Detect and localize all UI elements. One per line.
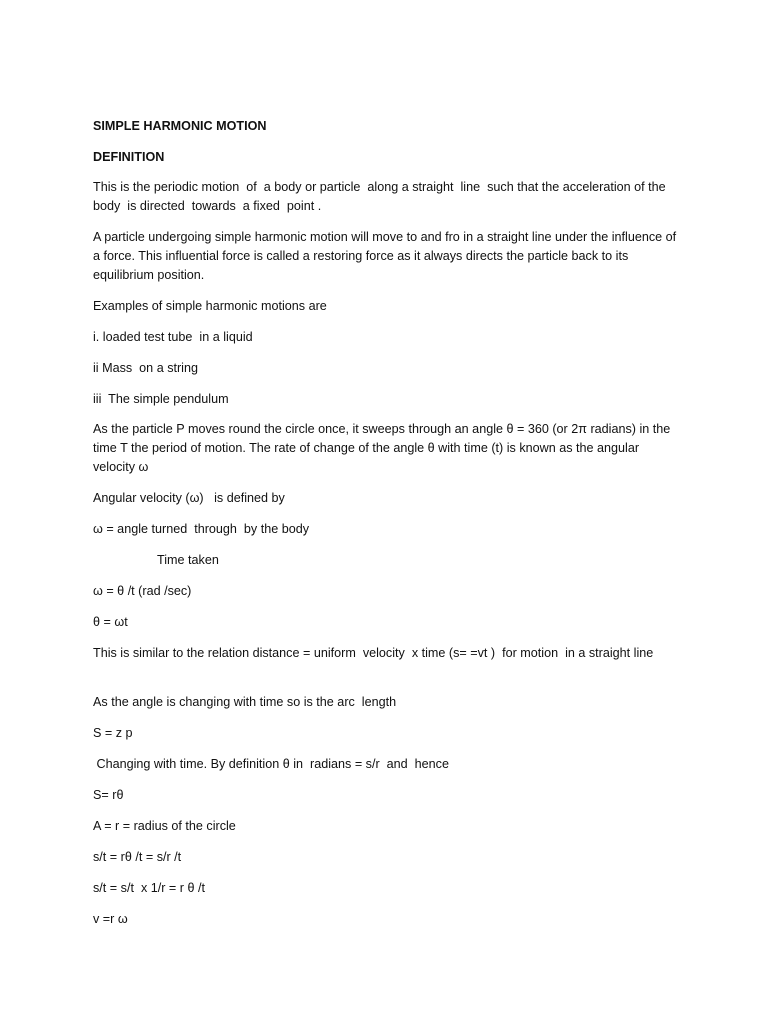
body-text: Angular velocity (ω) is defined by [93, 491, 285, 505]
formula-line: θ = ωt [93, 615, 128, 629]
restoring-force-paragraph: A particle undergoing simple harmonic motion will move to and fro in a straight line under the influence of a force. This influential force is called a restoring force as it always directs the particle back to its equilibrium position. [93, 230, 680, 282]
angular-velocity-paragraph: As the particle P moves round the circle once, it sweeps through an angle θ = 360 (or 2π radians) in the time T the period of motion. The rate of change of the angle θ with time (t) is known as the angular velocity ω [93, 422, 674, 474]
formula-line: ω = angle turned through by the body [93, 522, 310, 536]
example-item: ii Mass on a string [93, 361, 198, 375]
body-text: This is similar to the relation distance = uniform velocity x time (s= =vt ) for motion in a straight line [93, 646, 654, 660]
body-text: As the angle is changing with time so is the arc length [93, 695, 397, 709]
formula-line: s/t = rθ /t = s/r /t [93, 850, 182, 864]
formula-line: S = z p [93, 726, 133, 740]
section-heading: DEFINITION [93, 150, 165, 164]
formula-line: ω = θ /t (rad /sec) [93, 584, 192, 598]
formula-line: A = r = radius of the circle [93, 819, 236, 833]
formula-denominator: Time taken [157, 553, 219, 567]
formula-line: v =r ω [93, 912, 128, 926]
body-text: Changing with time. By definition θ in radians = s/r and hence [93, 757, 449, 771]
formula-line: S= rθ [93, 788, 124, 802]
definition-paragraph: This is the periodic motion of a body or particle along a straight line such that the acceleration of the body is directed towards a fixed point . [93, 180, 670, 213]
example-item: iii The simple pendulum [93, 392, 229, 406]
examples-intro: Examples of simple harmonic motions are [93, 299, 327, 313]
example-item: i. loaded test tube in a liquid [93, 330, 253, 344]
document-title: SIMPLE HARMONIC MOTION [93, 119, 267, 133]
formula-line: s/t = s/t x 1/r = r θ /t [93, 881, 205, 895]
